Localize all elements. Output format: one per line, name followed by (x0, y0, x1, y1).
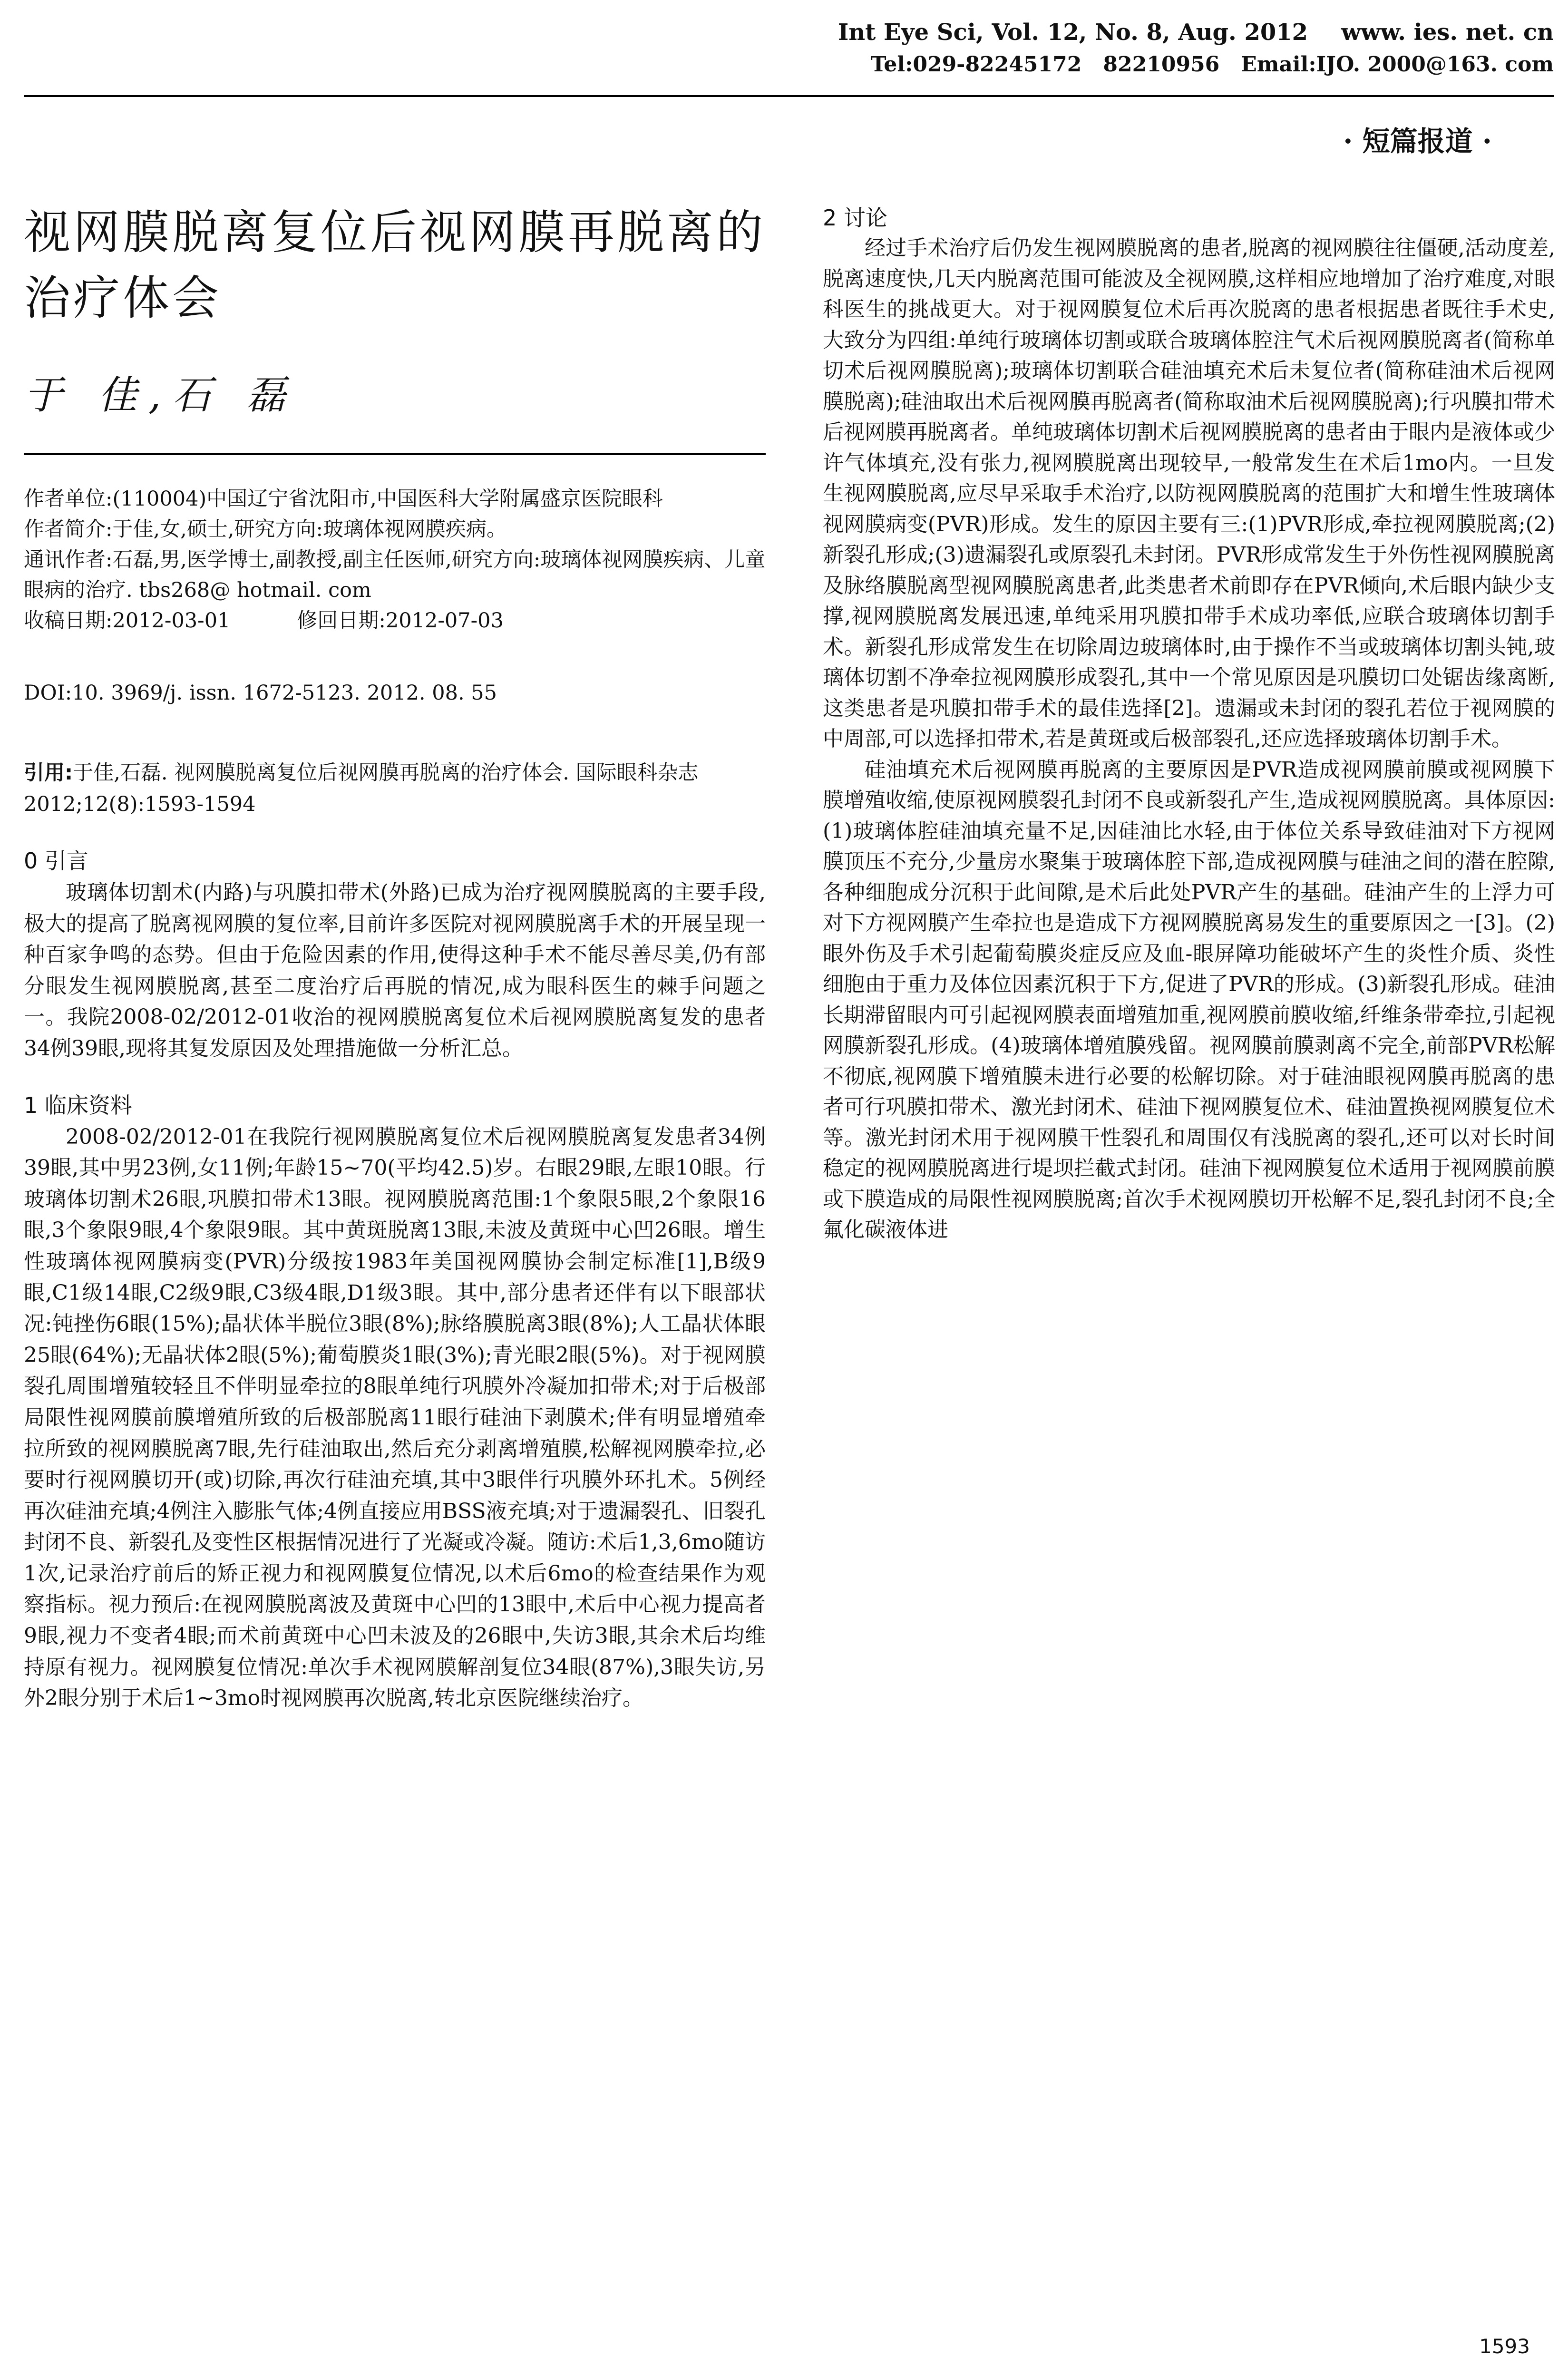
journal-tel2: 82210956 (1103, 52, 1220, 77)
corresponding-author: 通讯作者:石磊,男,医学博士,副教授,副主任医师,研究方向:玻璃体视网膜疾病、儿童眼病的治疗. tbs268@ hotmail. com (24, 548, 766, 602)
journal-citation: Int Eye Sci, Vol. 12, No. 8, Aug. 2012 (838, 19, 1308, 46)
citation-text: 于佳,石磊. 视网膜脱离复位后视网膜再脱离的治疗体会. 国际眼科杂志 2012;12(8):1593-1594 (24, 761, 699, 816)
article-title: 视网膜脱离复位后视网膜再脱离的治疗体会 (24, 205, 766, 325)
article-dates (24, 605, 766, 636)
citation (24, 757, 766, 820)
paragraph-intro: 玻璃体切割术(内路)与巩膜扣带术(外路)已成为治疗视网膜脱离的主要手段,极大的提高了脱离视网膜的复位率,目前许多医院对视网膜脱离手术的开展呈现一种百家争鸣的态势。但由于危险因素的作用,使得这种手术不能尽善尽美,仍有部分眼发生视网膜脱离,甚至二度治疗后再脱的情况,成为眼科医生的棘手问题之一。我院2008-02/2012-01收治的视网膜脱离复位术后视网膜脱离复发的患者34例39眼,现将其复发原因及处理措施做一分析汇总。 (24, 880, 766, 1061)
article-authors: 于 佳,石 磊 (24, 364, 766, 455)
author-bio: 作者简介:于佳,女,硕士,研究方向:玻璃体视网膜疾病。 (24, 517, 507, 541)
citation-label: 引用: (24, 761, 73, 785)
paragraph-discussion-1: 经过手术治疗后仍发生视网膜脱离的患者,脱离的视网膜往往僵硬,活动度差,脱离速度快,几天内脱离范围可能波及全视网膜,这样相应地增加了治疗难度,对眼科医生的挑战更大。对于视网膜复位术后再次脱离的患者根据患者既往手术史,大致分为四组:单纯行玻璃体切割或联合玻璃体腔注气术后视网膜脱离者(简称单切术后视网膜脱离);玻璃体切割联合硅油填充术后未复位者(简称硅油术后视网膜脱离);硅油取出术后视网膜再脱离者(简称取油术后视网膜脱离);行巩膜扣带术后视网膜再脱离者。单纯玻璃体切割术后视网膜脱离的患者由于眼内是液体或少许气体填充,没有张力,视网膜脱离出现较早,一般常发生在术后1mo内。一旦发生视网膜脱离,应尽早采取手术治疗,以防视网膜脱离的范围扩大和增生性玻璃体视网膜病变(PVR)形成。发生的原因主要有三:(1)PVR形成,牵拉视网膜脱离;(2)新裂孔形成;(3)遗漏裂孔或原裂孔未封闭。PVR形成常发生于外伤性视网膜脱离及脉络膜脱离型视网膜脱离患者,此类患者术前即存在PVR倾向,术后眼内缺少支撑,视网膜脱离发展迅速,单纯采用巩膜扣带手术成功率低,应联合玻璃体切割手术。新裂孔形成常发生在切除周边玻璃体时,由于操作不当或玻璃体切割头钝,玻璃体切割不净牵拉视网膜形成裂孔,其中一个常见原因是巩膜切口处锯齿缘离断,这类患者是巩膜扣带手术的最佳选择[2]。遗漏或未封闭的裂孔若位于视网膜的中周部,可以选择扣带术,若是黄斑或后极部裂孔,还应选择玻璃体切割手术。 (823, 236, 1555, 751)
doi[interactable]: DOI:10. 3969/j. issn. 1672-5123. 2012. 08. 55 (24, 681, 497, 705)
journal-contact (849, 52, 1554, 77)
section-heading-clinical: 1 临床资料 (24, 1092, 132, 1118)
paragraph-discussion-2: 硅油填充术后视网膜再脱离的主要原因是PVR造成视网膜前膜或视网膜下膜增殖收缩,使原视网膜裂孔封闭不良或新裂孔产生,造成视网膜脱离。具体原因:(1)玻璃体腔硅油填充量不足,因硅油比水轻,由于体位关系导致硅油对下方视网膜顶压不充分,少量房水聚集于玻璃体腔下部,造成视网膜与硅油之间的潜在腔隙,各种细胞成分沉积于此间隙,是术后此处PVR产生的基础。硅油产生的上浮力可对下方视网膜产生牵拉也是造成下方视网膜脱离易发生的重要原因之一[3]。(2)眼外伤及手术引起葡萄膜炎症反应及血-眼屏障功能破坏产生的炎性介质、炎性细胞由于重力及体位因素沉积于下方,促进了PVR的形成。(3)新裂孔形成。硅油长期滞留眼内可引起视网膜表面增殖加重,视网膜前膜收缩,纤维条带牵拉,引起视网膜新裂孔形成。(4)玻璃体增殖膜残留。视网膜前膜剥离不完全,前部PVR松解不彻底,视网膜下增殖膜未进行必要的松解切除。对于硅油眼视网膜再脱离的患者可行巩膜扣带术、激光封闭术、硅油下视网膜复位术、硅油置换视网膜复位术等。激光封闭术用于视网膜干性裂孔和周围仅有浅脱离的裂孔,还可以对长时间稳定的视网膜脱离进行堤坝拦截式封闭。硅油下视网膜复位术适用于视网膜前膜或下膜造成的局限性视网膜脱离;首次手术视网膜切开松解不足,裂孔封闭不良;全氟化碳液体进 (823, 757, 1555, 1242)
paragraph-clinical: 2008-02/2012-01在我院行视网膜脱离复位术后视网膜脱离复发患者34例39眼,其中男23例,女11例;年龄15~70(平均42.5)岁。右眼29眼,左眼10眼。行玻璃体切割术26眼,巩膜扣带术13眼。视网膜脱离范围:1个象限5眼,2个象限16眼,3个象限9眼,4个象限9眼。其中黄斑脱离13眼,未波及黄斑中心凹26眼。增生性玻璃体视网膜病变(PVR)分级按1983年美国视网膜协会制定标准[1],B级9眼,C1级14眼,C2级9眼,C3级4眼,D1级3眼。其中,部分患者还伴有以下眼部状况:钝挫伤6眼(15%);晶状体半脱位3眼(8%);脉络膜脱离3眼(8%);人工晶状体眼25眼(64%);无晶状体2眼(5%);葡萄膜炎1眼(3%);青光眼2眼(5%)。对于视网膜裂孔周围增殖较轻且不伴明显牵拉的8眼单纯行巩膜外冷凝加扣带术;对于后极部局限性视网膜前膜增殖所致的后极部脱离11眼行硅油下剥膜术;伴有明显增殖牵拉所致的视网膜脱离7眼,先行硅油取出,然后充分剥离增殖膜,松解视网膜牵拉,必要时行视网膜切开(或)切除,再次行硅油充填,其中3眼伴行巩膜外环扎术。5例经再次硅油充填;4例注入膨胀气体;4例直接应用BSS液充填;对于遗漏裂孔、旧裂孔封闭不良、新裂孔及变性区根据情况进行了光凝或冷凝。随访:术后1,3,6mo随访1次,记录治疗前后的矫正视力和视网膜复位情况,以术后6mo的检查结果作为观察指标。视力预后:在视网膜脱离波及黄斑中心凹的13眼中,术后中心视力提高者9眼,视力不变者4眼;而术前黄斑中心凹未波及的26眼中,失访3眼,其余术后均维持原有视力。视网膜复位情况:单次手术视网膜解剖复位34眼(87%),3眼失访,另外2眼分别于术后1~3mo时视网膜再次脱离,转北京医院继续治疗。 (24, 1124, 766, 1711)
right-column (823, 200, 1555, 1246)
section-heading-intro: 0 引言 (24, 848, 88, 874)
header-rule (24, 95, 1554, 97)
received-date: 收稿日期:2012-03-01 (24, 609, 231, 633)
affiliation: 作者单位:(110004)中国辽宁省沈阳市,中国医科大学附属盛京医院眼科 (24, 487, 663, 511)
left-column (24, 200, 766, 1714)
article-meta (24, 484, 766, 636)
page-number: 1593 (1479, 2335, 1530, 2358)
journal-website[interactable]: www. ies. net. cn (1341, 19, 1554, 46)
revised-date: 修回日期:2012-07-03 (297, 609, 504, 633)
section-label: · 短篇报道 · (1343, 125, 1492, 157)
journal-header (838, 19, 1554, 46)
section-heading-discussion: 2 讨论 (823, 205, 887, 231)
journal-email[interactable]: Email:IJO. 2000@163. com (1241, 52, 1554, 77)
journal-tel: Tel:029-82245172 (870, 52, 1082, 77)
